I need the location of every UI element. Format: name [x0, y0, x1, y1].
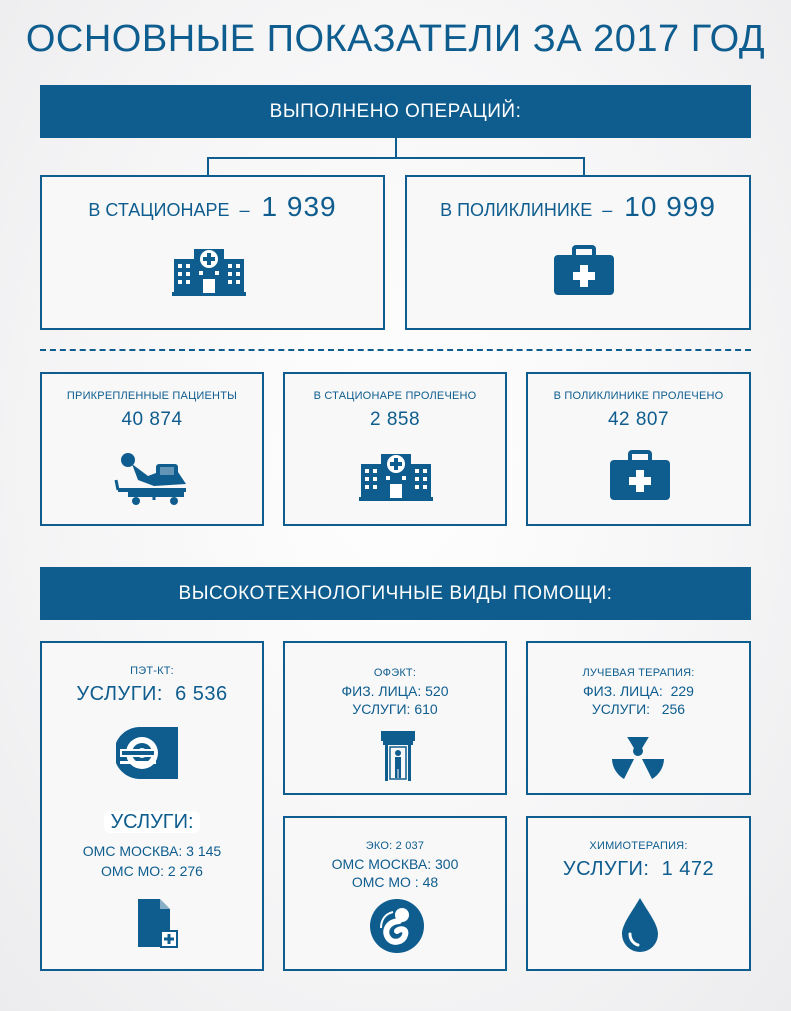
operations-clinic-label: В ПОЛИКЛИНИКЕ	[440, 200, 593, 220]
operations-hospital-card	[40, 175, 385, 330]
first-aid-kit-icon	[552, 245, 616, 297]
patient-stretcher-icon	[114, 450, 190, 506]
radiation-line2: УСЛУГИ: 256	[591, 701, 686, 717]
chemo-card	[526, 816, 751, 971]
pet-ct-card	[40, 641, 264, 971]
operations-clinic-card	[405, 175, 751, 330]
ofekt-line2: УСЛУГИ: 610	[352, 701, 438, 717]
connector-left	[207, 157, 209, 176]
connector-right	[583, 157, 585, 176]
pet-ct-services: УСЛУГИ: 6 536	[76, 683, 228, 705]
hightech-banner: ВЫСОКОТЕХНОЛОГИЧНЫЕ ВИДЫ ПОМОЩИ:	[40, 567, 751, 620]
pet-ct-oms-mo: ОМС МО: 2 276	[101, 863, 203, 879]
radiation-card	[526, 641, 751, 795]
pet-ct-scanner-icon	[116, 727, 178, 779]
stat-hospital-label: В СТАЦИОНАРЕ ПРОЛЕЧЕНО	[313, 390, 477, 402]
stat-card-clinic-treated	[526, 372, 751, 526]
dashed-separator	[40, 349, 751, 351]
eco-card	[283, 816, 507, 971]
stat-attached-value: 40 874	[121, 409, 183, 430]
first-aid-kit-icon	[608, 450, 672, 502]
hospital-building-icon	[172, 245, 246, 297]
hospital-building-icon	[359, 450, 433, 502]
operations-hospital-label: В СТАЦИОНАРЕ	[88, 200, 230, 220]
operations-hospital-value: 1 939	[261, 191, 337, 222]
radiation-line1: ФИЗ. ЛИЦА: 229	[583, 683, 694, 699]
pet-ct-oms-moscow: ОМС МОСКВА: 3 145	[82, 843, 222, 859]
stat-clinic-label: В ПОЛИКЛИНИКЕ ПРОЛЕЧЕНО	[553, 390, 724, 402]
pet-ct-oms-title: УСЛУГИ:	[104, 811, 199, 833]
chemo-label: ХИМИОТЕРАПИЯ:	[589, 840, 688, 852]
radiation-label: ЛУЧЕВАЯ ТЕРАПИЯ:	[582, 667, 695, 679]
eco-line2: ОМС МО : 48	[351, 874, 439, 890]
stat-hospital-value: 2 858	[369, 409, 421, 430]
stat-attached-label: ПРИКРЕПЛЕННЫЕ ПАЦИЕНТЫ	[66, 390, 238, 402]
stat-card-hospital-treated	[283, 372, 507, 526]
radiation-hazard-icon	[610, 737, 666, 779]
ofekt-card	[283, 641, 507, 795]
ofekt-line1: ФИЗ. ЛИЦА: 520	[341, 683, 449, 699]
operations-dash-2: –	[602, 200, 613, 220]
chemo-services: УСЛУГИ: 1 472	[562, 858, 715, 880]
stat-card-attached	[40, 372, 264, 526]
stat-clinic-value: 42 807	[607, 409, 670, 430]
eco-line1: ОМС МОСКВА: 300	[331, 856, 459, 872]
operations-clinic-value: 10 999	[624, 191, 716, 222]
ofekt-label: ОФЭКТ:	[373, 667, 417, 679]
operations-banner: ВЫПОЛНЕНО ОПЕРАЦИЙ:	[40, 85, 751, 138]
eco-label: ЭКО: 2 037	[365, 840, 425, 852]
embryo-icon	[369, 898, 425, 954]
page-title: ОСНОВНЫЕ ПОКАЗАТЕЛИ ЗА 2017 ГОД	[25, 18, 766, 60]
connector-bar	[207, 157, 585, 159]
connector-stem	[395, 138, 397, 158]
pet-ct-label: ПЭТ-КТ:	[130, 665, 174, 677]
ofekt-scanner-icon	[381, 729, 415, 783]
medical-document-icon	[136, 897, 180, 951]
operations-dash: –	[239, 200, 250, 220]
drop-icon	[620, 896, 660, 954]
